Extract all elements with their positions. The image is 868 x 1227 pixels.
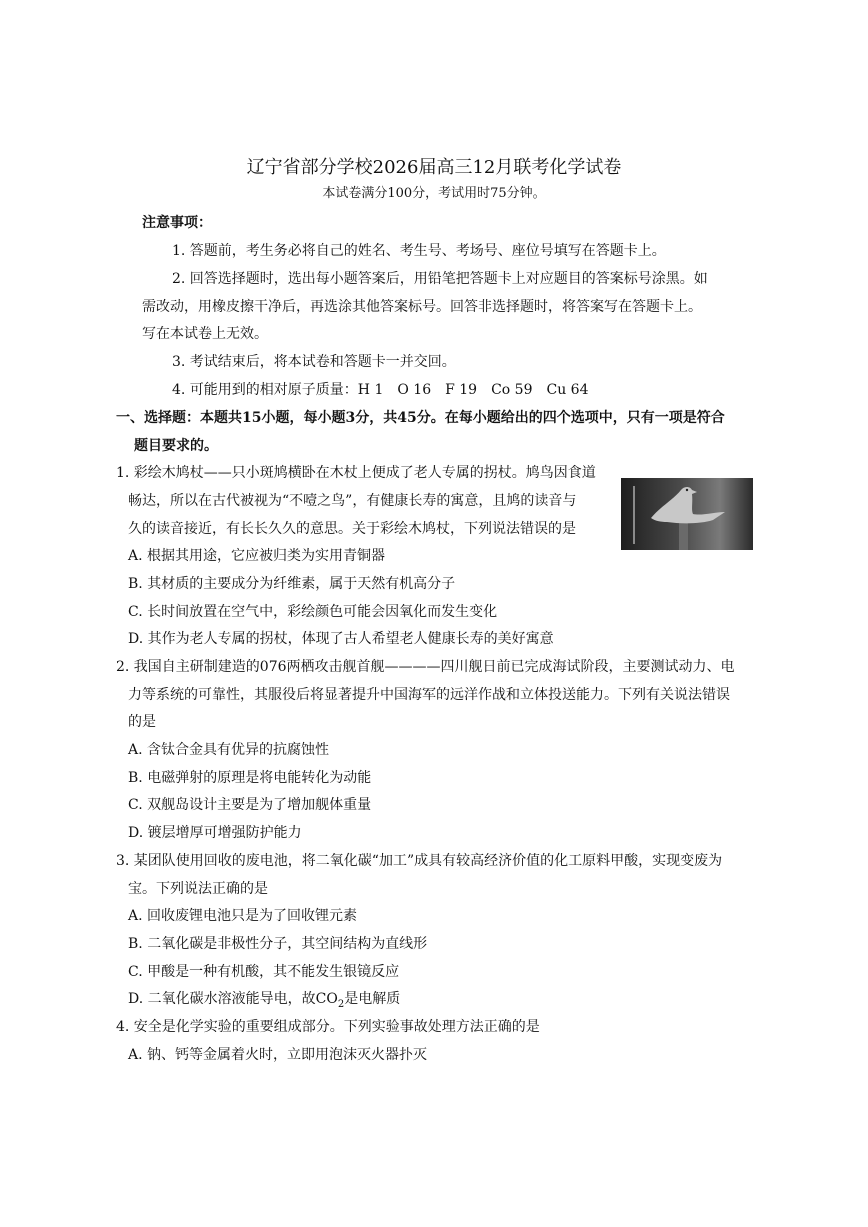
paper-subtitle: 本试卷满分100分，考试用时75分钟。 [322,186,546,201]
q3-option-c: C. 甲酸是一种有机酸，其不能发生银镜反应 [128,964,400,980]
q2-option-a: A. 含钛合金具有优异的抗腐蚀性 [128,742,330,758]
paper-title: 辽宁省部分学校2026届高三12月联考化学试卷 [246,157,622,178]
q3-option-d-tail: 是电解质 [344,991,401,1007]
section-heading-cont: 题目要求的。 [134,438,218,454]
notice-heading: 注意事项： [142,215,212,231]
notice-line-3: 3. 考试结束后，将本试卷和答题卡一并交回。 [172,354,456,370]
notice-line-4: 4. 可能用到的相对原子质量：H 1 O 16 F 19 Co 59 Cu 64 [172,382,589,398]
q1-option-a: A. 根据其用途，它应被归类为实用青铜器 [128,548,386,564]
q3-option-d-text: D. 二氧化碳水溶液能导电，故CO [128,991,338,1007]
notice-line-2c: 写在本试卷上无效。 [142,326,268,342]
q2-stem-3: 的是 [128,714,156,730]
q3-option-d [128,990,400,1014]
q1-stem-1: 1. 彩绘木鸠杖——只小斑鸠横卧在木杖上便成了老人专属的拐杖。鸠鸟因食道 [116,465,596,481]
q2-option-d: D. 镀层增厚可增强防护能力 [128,825,302,841]
q3-stem-2: 宝。下列说法正确的是 [128,881,268,897]
q4-stem-1: 4. 安全是化学实验的重要组成部分。下列实验事故处理方法正确的是 [116,1019,540,1035]
q1-option-c: C. 长时间放置在空气中，彩绘颜色可能会因氧化而发生变化 [128,604,498,620]
q2-stem-1: 2. 我国自主研制建造的076两栖攻击舰首舰————四川舰日前已完成海试阶段，主要测试动力、电 [116,659,735,675]
q1-option-d: D. 其作为老人专属的拐杖，体现了古人希望老人健康长寿的美好寓意 [128,631,554,647]
section-heading: 一、选择题：本题共15小题，每小题3分，共45分。在每小题给出的四个选项中，只有一项是符合 [116,410,725,426]
q3-option-b: B. 二氧化碳是非极性分子，其空间结构为直线形 [128,936,428,952]
q4-option-a: A. 钠、钙等金属着火时，立即用泡沫灭火器扑灭 [128,1047,428,1063]
notice-line-1: 1. 答题前，考生务必将自己的姓名、考生号、考场号、座位号填写在答题卡上。 [172,243,666,259]
q2-stem-2: 力等系统的可靠性，其服役后将显著提升中国海军的远洋作战和立体投送能力。下列有关说法错误 [128,687,730,703]
q3-option-a: A. 回收废锂电池只是为了回收锂元素 [128,908,358,924]
wooden-dove-staff-photo [621,478,753,550]
notice-line-2b: 需改动，用橡皮擦干净后，再选涂其他答案标号。回答非选择题时，将答案写在答题卡上。 [142,299,702,315]
q2-option-b: B. 电磁弹射的原理是将电能转化为动能 [128,770,372,786]
notice-line-2a: 2. 回答选择题时，选出每小题答案后，用铅笔把答题卡上对应题目的答案标号涂黑。如 [172,271,708,287]
q1-stem-2: 畅达，所以在古代被视为“不噎之鸟”，有健康长寿的寓意，且鸠的读音与 [128,493,577,509]
q2-option-c: C. 双舰岛设计主要是为了增加舰体重量 [128,797,372,813]
q3-option-d-subscript: 2 [337,998,345,1010]
q1-option-b: B. 其材质的主要成分为纤维素，属于天然有机高分子 [128,576,456,592]
q3-stem-1: 3. 某团队使用回收的废电池，将二氧化碳“加工”成具有较高经济价值的化工原料甲酸，实现变废为 [116,853,723,869]
q1-stem-3: 久的读音接近，有长长久久的意思。关于彩绘木鸠杖，下列说法错误的是 [128,521,576,537]
